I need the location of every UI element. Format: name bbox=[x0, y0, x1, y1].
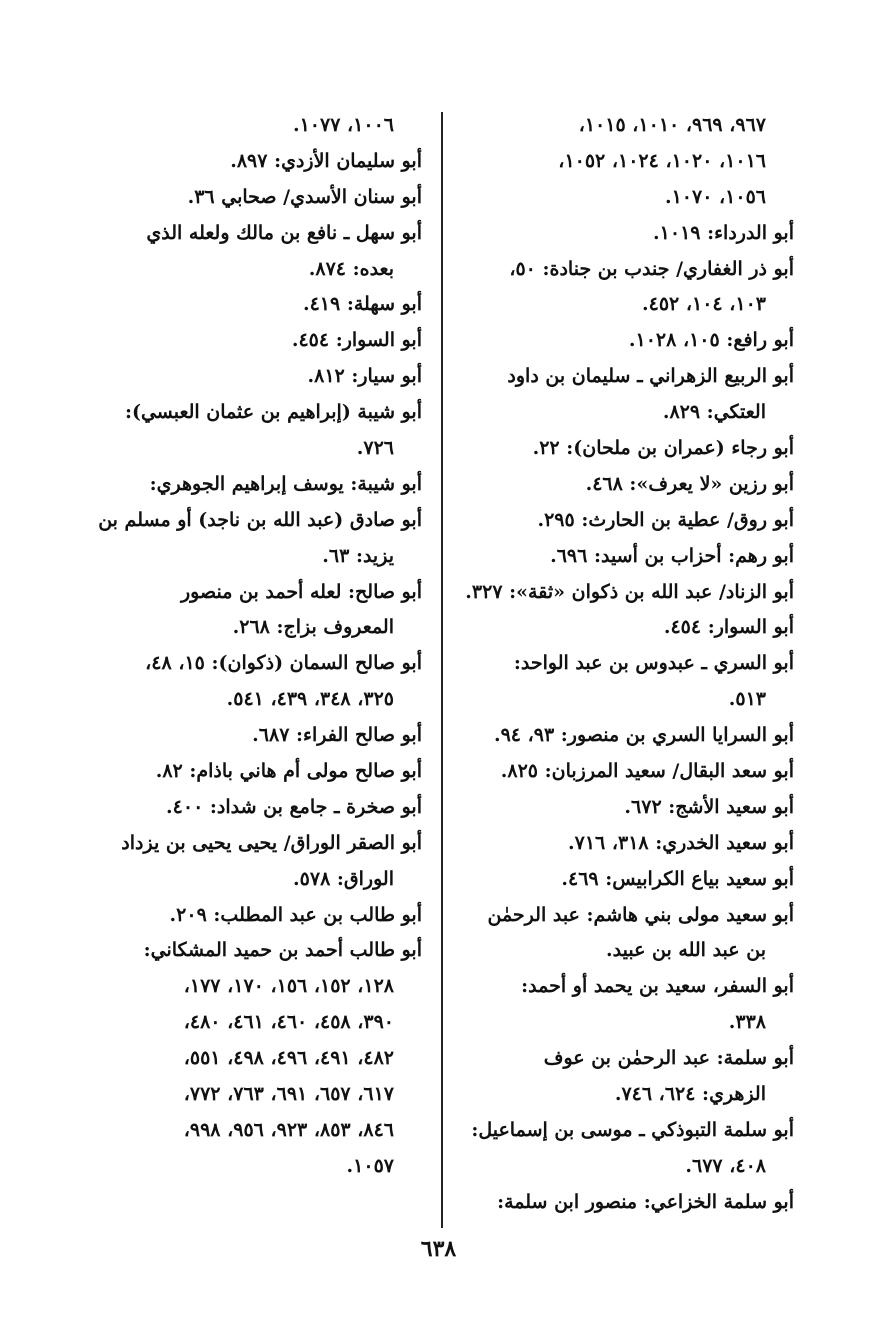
page-number: ٦٣٨ bbox=[420, 1236, 457, 1262]
index-entry: أبو سلمة الخزاعي: منصور ابن سلمة: bbox=[497, 1190, 794, 1213]
index-entry: أبو صالح مولى أم هاني باذام: ٨٢. bbox=[155, 760, 422, 783]
index-entry: أبو الزناد/ عبد الله بن ذكوان «ثقة»: ٣٢٧. bbox=[465, 580, 794, 603]
right-index-column bbox=[462, 108, 794, 1221]
index-entry: أبو شيبة (إبراهيم بن عثمان العبسي): bbox=[124, 401, 422, 424]
index-entry: أبو ذر الغفاري/ جندب بن جنادة: ٥٠، bbox=[509, 257, 794, 280]
index-entry: أبو سلمة التبوذكي ـ موسى بن إسماعيل: bbox=[471, 1118, 794, 1141]
left-index-column bbox=[82, 108, 422, 1185]
index-entry: أبو طالب أحمد بن حميد المشكاني: bbox=[143, 939, 422, 962]
index-entry-continuation: المعروف بزاج: ٢٦٨. bbox=[232, 616, 394, 639]
index-entry: أبو صالح السمان (ذكوان): ١٥، ٤٨، bbox=[145, 652, 422, 675]
index-entry-continuation: ١٠٣، ١٠٤، ٤٥٢. bbox=[642, 293, 766, 316]
index-entry: أبو طالب بن عبد المطلب: ٢٠٩. bbox=[169, 903, 422, 926]
index-entry: أبو سلمة: عبد الرحمٰن بن عوف bbox=[543, 1047, 794, 1070]
index-entry: أبو الصقر الوراق/ يحيى يحيى بن يزداد bbox=[121, 831, 422, 854]
index-entry-continuation: ٩٦٧، ٩٦٩، ١٠١٠، ١٠١٥، bbox=[578, 114, 766, 136]
index-entry: أبو سعيد مولى بني هاشم: عبد الرحمٰن bbox=[487, 903, 794, 926]
column-divider bbox=[441, 112, 443, 1228]
index-entry: أبو صالح الفراء: ٦٨٧. bbox=[252, 724, 422, 747]
index-entry-continuation: ٤٠٨، ٦٧٧. bbox=[685, 1154, 766, 1177]
index-entry-continuation: الزهري: ٦٢٤، ٧٤٦. bbox=[614, 1083, 766, 1106]
index-entry-continuation: الوراق: ٥٧٨. bbox=[293, 867, 394, 890]
index-entry-continuation: ٣٩٠، ٤٥٨، ٤٦٠، ٤٦١، ٤٨٠، bbox=[183, 1011, 394, 1034]
index-entry: أبو رهم: أحزاب بن أسيد: ٦٩٦. bbox=[550, 544, 794, 567]
index-entry-continuation: ١٠٠٦، ١٠٧٧. bbox=[292, 114, 394, 136]
index-entry-continuation: ٣٢٥، ٣٤٨، ٤٣٩، ٥٤١. bbox=[226, 688, 394, 711]
index-entry: أبو الدرداء: ١٠١٩. bbox=[653, 221, 794, 244]
index-entry-continuation: ١٠٥٦، ١٠٧٠. bbox=[664, 185, 766, 208]
index-entry: أبو سعيد الخدري: ٣١٨، ٧١٦. bbox=[567, 831, 794, 854]
index-entry: أبو سهل ـ نافع بن مالك ولعله الذي bbox=[146, 221, 422, 244]
index-entry-continuation: ١٠١٦، ١٠٢٠، ١٠٢٤، ١٠٥٢، bbox=[558, 149, 766, 172]
index-entry: أبو صادق (عبد الله بن ناجد) أو مسلم بن bbox=[98, 508, 422, 531]
index-entry: أبو سعيد بياع الكرابيس: ٤٦٩. bbox=[561, 867, 794, 890]
index-entry-continuation: ٧٢٦. bbox=[356, 437, 394, 460]
index-entry-continuation: ١٠٥٧. bbox=[346, 1154, 394, 1177]
index-entry: أبو الربيع الزهراني ـ سليمان بن داود bbox=[507, 365, 794, 388]
index-entry: أبو السفر، سعيد بن يحمد أو أحمد: bbox=[521, 975, 794, 998]
index-entry: أبو السوار: ٤٥٤. bbox=[663, 616, 794, 639]
index-entry-continuation: بن عبد الله بن عبيد. bbox=[606, 939, 766, 962]
index-entry: أبو سعيد الأشج: ٦٧٢. bbox=[624, 795, 794, 818]
index-entry: أبو السوار: ٤٥٤. bbox=[291, 329, 422, 352]
index-entry: أبو صخرة ـ جامع بن شداد: ٤٠٠. bbox=[166, 795, 422, 818]
index-entry: أبو رزين «لا يعرف»: ٤٦٨. bbox=[585, 472, 794, 495]
index-entry: أبو سهلة: ٤١٩. bbox=[302, 293, 422, 316]
index-entry-continuation: ٣٣٨. bbox=[728, 1011, 766, 1034]
index-entry: أبو شيبة: يوسف إبراهيم الجوهري: bbox=[149, 472, 422, 495]
index-entry: أبو رجاء (عمران بن ملحان): ٢٢. bbox=[532, 437, 794, 460]
index-entry-continuation: ١٢٨، ١٥٢، ١٥٦، ١٧٠، ١٧٧، bbox=[183, 975, 394, 998]
index-entry: أبو سعد البقال/ سعيد المرزبان: ٨٢٥. bbox=[500, 760, 794, 783]
index-entry: أبو السرايا السري بن منصور: ٩٣، ٩٤. bbox=[493, 724, 794, 747]
index-entry: أبو رافع: ١٠٥، ١٠٢٨. bbox=[628, 329, 794, 352]
index-entry: أبو سيار: ٨١٢. bbox=[307, 365, 422, 388]
index-entry: أبو سليمان الأزدي: ٨٩٧. bbox=[230, 149, 422, 172]
index-entry-continuation: ٨٤٦، ٨٥٣، ٩٢٣، ٩٥٦، ٩٩٨، bbox=[183, 1118, 394, 1141]
index-entry: أبو السري ـ عبدوس بن عبد الواحد: bbox=[513, 652, 794, 675]
index-entry-continuation: ٤٨٢، ٤٩١، ٤٩٦، ٤٩٨، ٥٥١، bbox=[183, 1047, 394, 1070]
index-entry: أبو روق/ عطية بن الحارث: ٢٩٥. bbox=[537, 508, 794, 531]
index-entry-continuation: بعده: ٨٧٤. bbox=[308, 257, 394, 280]
index-entry-continuation: ٥١٣. bbox=[728, 688, 766, 711]
index-entry-continuation: يزيد: ٦٣. bbox=[322, 544, 394, 567]
index-entry: أبو سنان الأسدي/ صحابي ٣٦. bbox=[187, 185, 422, 208]
index-entry-continuation: ٦١٧، ٦٥٧، ٦٩١، ٧٦٣، ٧٧٢، bbox=[183, 1083, 394, 1106]
index-entry-continuation: العتكي: ٨٢٩. bbox=[662, 401, 766, 424]
index-entry: أبو صالح: لعله أحمد بن منصور bbox=[181, 580, 422, 603]
